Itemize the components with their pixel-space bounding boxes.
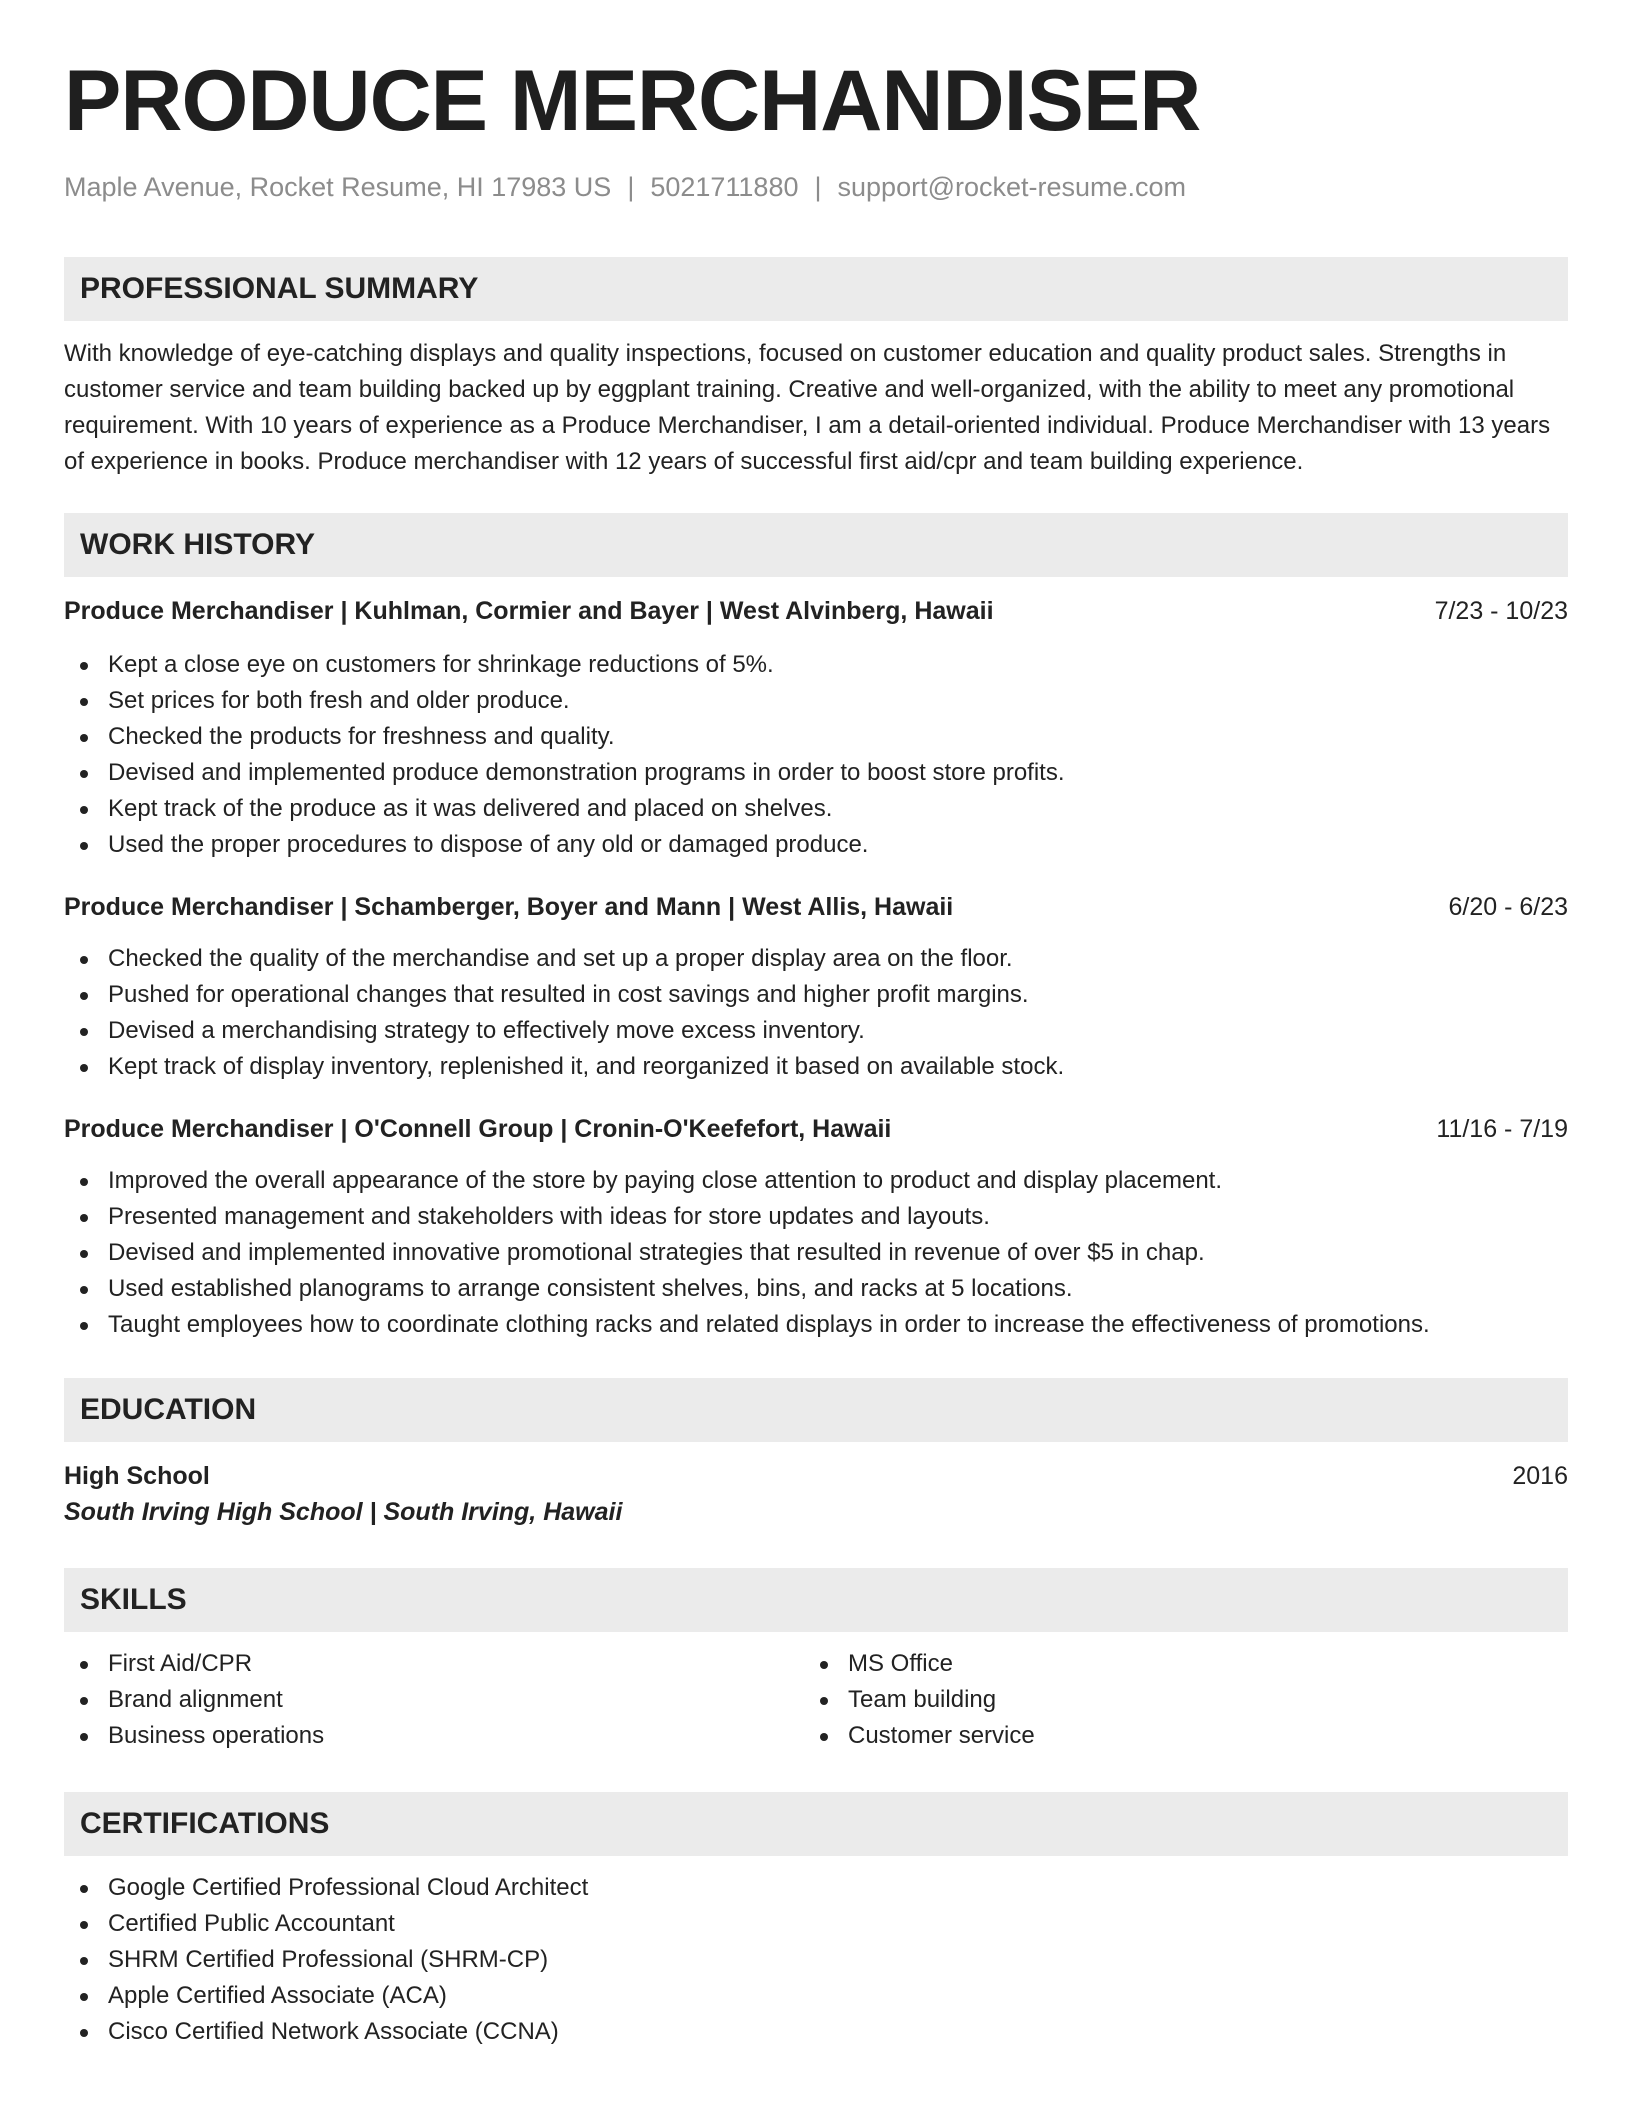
certification-item: Certified Public Accountant <box>64 1906 1568 1942</box>
list-item: Kept track of display inventory, replenished it, and reorganized it based on available stock. <box>64 1049 1568 1085</box>
skill-item: Team building <box>804 1682 1544 1718</box>
certification-item: Cisco Certified Network Associate (CCNA) <box>64 2014 1568 2050</box>
section-heading-skills: SKILLS <box>64 1568 1568 1632</box>
contact-separator: | <box>627 172 635 202</box>
contact-phone: 5021711880 <box>650 172 799 202</box>
list-item: Presented management and stakeholders with ideas for store updates and layouts. <box>64 1199 1568 1235</box>
list-item: Devised and implemented produce demonstration programs in order to boost store profits. <box>64 755 1568 791</box>
job-header <box>64 1113 1568 1145</box>
job-entry <box>64 595 1568 863</box>
job-dates: 11/16 - 7/19 <box>1436 1115 1568 1143</box>
education-header <box>64 1460 1568 1492</box>
section-heading-education: EDUCATION <box>64 1378 1568 1442</box>
list-item: Improved the overall appearance of the store by paying close attention to product and display placement. <box>64 1163 1568 1199</box>
list-item: Used established planograms to arrange consistent shelves, bins, and racks at 5 locations. <box>64 1271 1568 1307</box>
education-school: South Irving High School | South Irving, Hawaii <box>64 1498 623 1526</box>
list-item: Pushed for operational changes that resulted in cost savings and higher profit margins. <box>64 977 1568 1013</box>
job-header <box>64 595 1568 627</box>
job-title: Produce Merchandiser | Schamberger, Boyer and Mann | West Allis, Hawaii <box>64 893 954 921</box>
skill-item: First Aid/CPR <box>64 1646 804 1682</box>
skill-item: Business operations <box>64 1718 804 1754</box>
skills-column-left <box>64 1646 804 1754</box>
contact-address: Maple Avenue, Rocket Resume, HI 17983 US <box>64 172 612 202</box>
list-item: Devised a merchandising strategy to effectively move excess inventory. <box>64 1013 1568 1049</box>
job-entry <box>64 1113 1568 1343</box>
list-item: Used the proper procedures to dispose of any old or damaged produce. <box>64 827 1568 863</box>
skill-item: Brand alignment <box>64 1682 804 1718</box>
contact-email[interactable]: support@rocket-resume.com <box>837 172 1187 202</box>
job-title: Produce Merchandiser | O'Connell Group | Cronin-O'Keefefort, Hawaii <box>64 1115 892 1143</box>
job-entry <box>64 891 1568 1085</box>
job-bullets <box>64 1163 1568 1343</box>
skill-item: MS Office <box>804 1646 1544 1682</box>
job-dates: 7/23 - 10/23 <box>1434 597 1568 625</box>
certification-item: Google Certified Professional Cloud Architect <box>64 1870 1568 1906</box>
job-bullets <box>64 647 1568 863</box>
summary-text: With knowledge of eye-catching displays and quality inspections, focused on customer education and quality product sales. Strengths in customer service and team building backed up by eggplant training. Creative and well-organized, with the ability to meet any promotional requirement. With 10 years of experience as a Produce Merchandiser, I am a detail-oriented individual. Produce Merchandiser with 13 years of experience in books. Produce merchandiser with 12 years of successful first aid/cpr and team building experience. <box>64 340 1551 475</box>
list-item: Kept track of the produce as it was delivered and placed on shelves. <box>64 791 1568 827</box>
job-title: Produce Merchandiser | Kuhlman, Cormier and Bayer | West Alvinberg, Hawaii <box>64 597 994 625</box>
job-bullets <box>64 941 1568 1085</box>
certification-item: Apple Certified Associate (ACA) <box>64 1978 1568 2014</box>
section-heading-work-history: WORK HISTORY <box>64 513 1568 577</box>
contact-separator: | <box>814 172 822 202</box>
education-entry <box>64 1460 1568 1530</box>
education-year: 2016 <box>1512 1462 1568 1490</box>
skills-grid <box>64 1646 1568 1754</box>
section-heading-summary: PROFESSIONAL SUMMARY <box>64 257 1568 321</box>
skill-item: Customer service <box>804 1718 1544 1754</box>
section-heading-certifications: CERTIFICATIONS <box>64 1792 1568 1856</box>
list-item: Taught employees how to coordinate clothing racks and related displays in order to increase the effectiveness of promotions. <box>64 1307 1568 1343</box>
list-item: Set prices for both fresh and older produce. <box>64 683 1568 719</box>
job-header <box>64 891 1568 923</box>
candidate-name: PRODUCE MERCHANDISER <box>64 53 1201 149</box>
list-item: Kept a close eye on customers for shrinkage reductions of 5%. <box>64 647 1568 683</box>
skills-column-right <box>804 1646 1544 1754</box>
job-dates: 6/20 - 6/23 <box>1448 893 1568 921</box>
contact-line <box>64 172 1568 203</box>
list-item: Checked the products for freshness and quality. <box>64 719 1568 755</box>
certifications-list <box>64 1870 1568 2050</box>
education-degree: High School <box>64 1462 210 1490</box>
certification-item: SHRM Certified Professional (SHRM-CP) <box>64 1942 1568 1978</box>
list-item: Checked the quality of the merchandise and set up a proper display area on the floor. <box>64 941 1568 977</box>
list-item: Devised and implemented innovative promotional strategies that resulted in revenue of over $5 in chap. <box>64 1235 1568 1271</box>
